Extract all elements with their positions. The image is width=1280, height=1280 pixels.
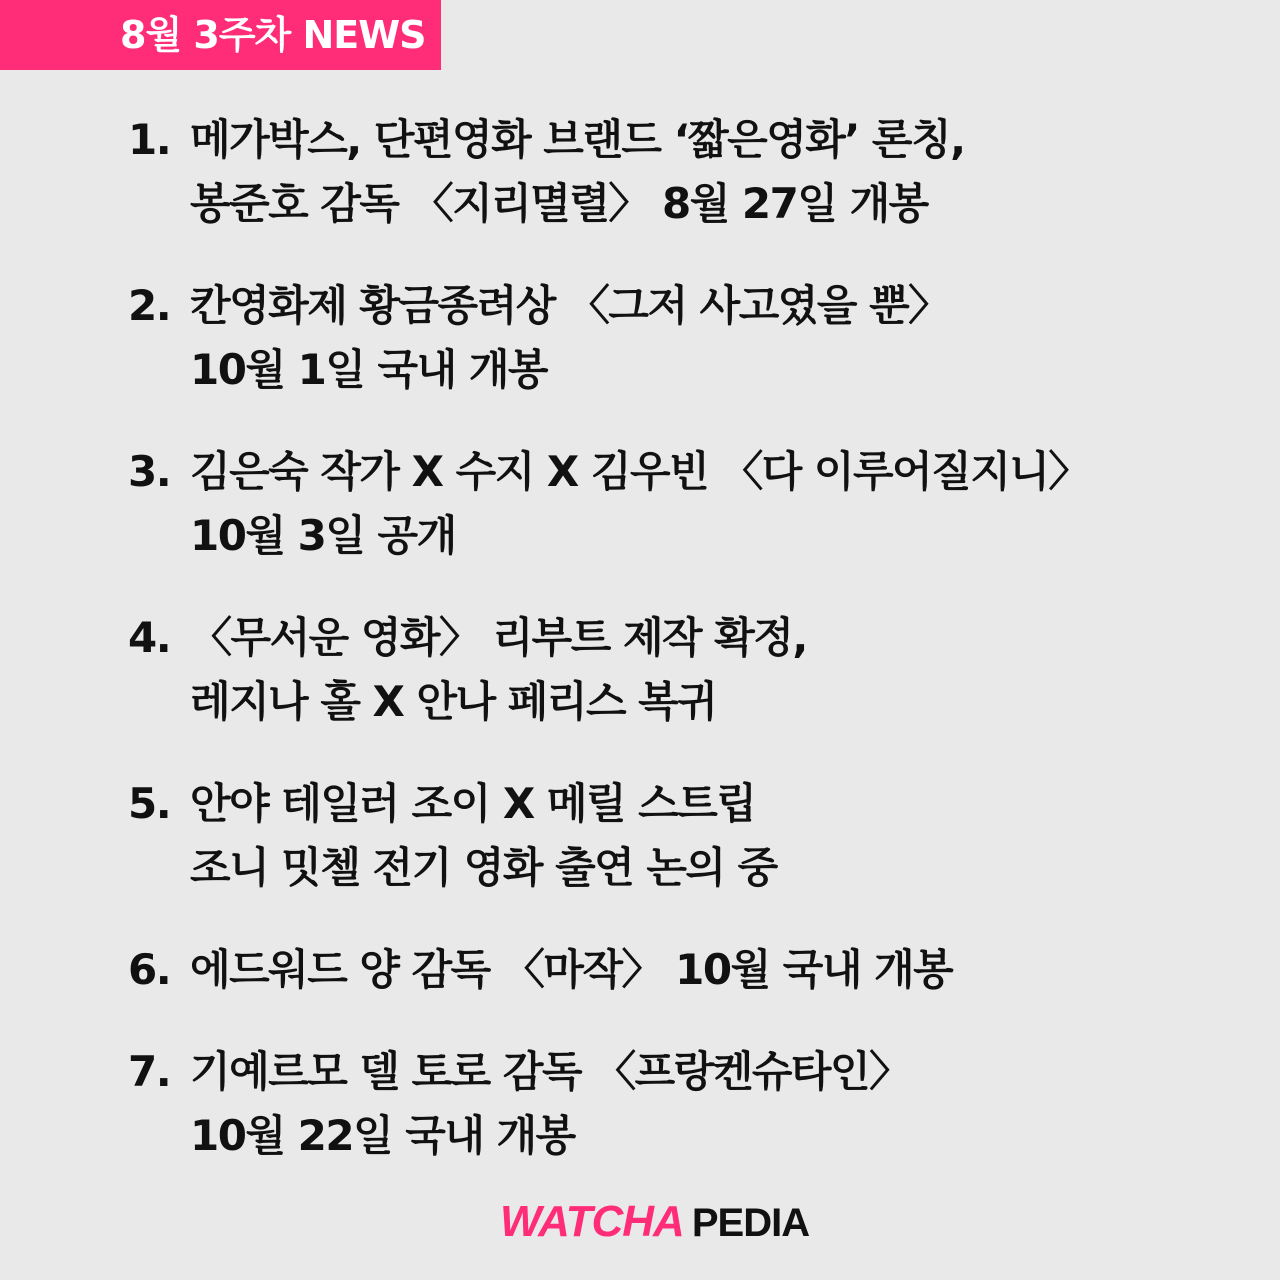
news-item-line: 안야 테일러 조이 X 메릴 스트립 bbox=[190, 779, 756, 828]
news-item-line: 레지나 홀 X 안나 페리스 복귀 bbox=[190, 677, 717, 726]
week-news-tag: 8월 3주차 NEWS bbox=[0, 0, 441, 70]
news-item-text bbox=[190, 274, 949, 402]
news-item bbox=[128, 606, 1188, 734]
news-item bbox=[128, 274, 1188, 402]
news-item-text bbox=[190, 1040, 910, 1168]
news-list bbox=[128, 108, 1188, 1168]
news-item-line: 기예르모 델 토로 감독 〈프랑켄슈타인〉 bbox=[190, 1047, 910, 1096]
news-item-line: 〈무서운 영화〉 리부트 제작 확정, bbox=[190, 613, 807, 662]
logo-pedia: PEDIA bbox=[691, 1201, 810, 1245]
news-item-number: 5. bbox=[128, 779, 171, 828]
watcha-pedia-logo bbox=[500, 1194, 809, 1250]
news-item bbox=[128, 1040, 1188, 1168]
news-item-line: 10월 1일 국내 개봉 bbox=[190, 345, 547, 394]
news-item-number: 1. bbox=[128, 115, 171, 164]
news-item-line: 칸영화제 황금종려상 〈그저 사고였을 뿐〉 bbox=[190, 281, 949, 330]
news-item bbox=[128, 108, 1188, 236]
news-item-line: 10월 22일 국내 개봉 bbox=[190, 1111, 575, 1160]
news-item-line: 에드워드 양 감독 〈마작〉 10월 국내 개봉 bbox=[190, 945, 953, 994]
news-item bbox=[128, 938, 1188, 1002]
news-item-number: 4. bbox=[128, 613, 171, 662]
news-item-line: 조니 밋첼 전기 영화 출연 논의 중 bbox=[190, 843, 777, 892]
news-item-number: 6. bbox=[128, 945, 171, 994]
news-item-number: 2. bbox=[128, 281, 171, 330]
news-item-text bbox=[190, 606, 807, 734]
news-item-line: 김은숙 작가 X 수지 X 김우빈 〈다 이루어질지니〉 bbox=[190, 447, 1089, 496]
news-item-text bbox=[190, 772, 777, 900]
news-item-line: 메가박스, 단편영화 브랜드 ‘짧은영화’ 론칭, bbox=[190, 115, 965, 164]
news-item-text bbox=[190, 938, 952, 1002]
news-item-text bbox=[190, 440, 1089, 568]
news-item-line: 봉준호 감독 〈지리멸렬〉 8월 27일 개봉 bbox=[190, 179, 928, 228]
news-item bbox=[128, 772, 1188, 900]
news-item-text bbox=[190, 108, 965, 236]
news-item bbox=[128, 440, 1188, 568]
news-item-number: 7. bbox=[128, 1047, 171, 1096]
logo-watcha: WATCHA bbox=[500, 1197, 684, 1246]
news-item-number: 3. bbox=[128, 447, 171, 496]
news-item-line: 10월 3일 공개 bbox=[190, 511, 456, 560]
